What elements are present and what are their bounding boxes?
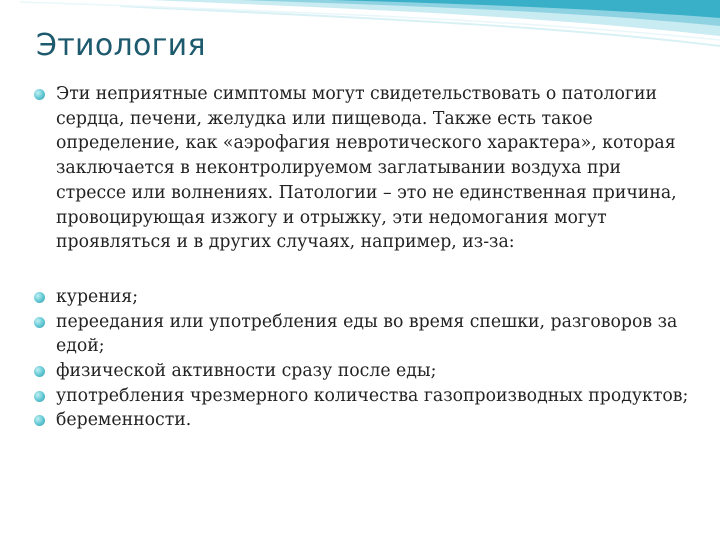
slide-title: Этиология <box>36 28 206 63</box>
cause-text: употребления чрезмерного количества газопроизводных продуктов; <box>56 385 689 406</box>
bullet-icon <box>34 292 45 303</box>
cause-text: беременности. <box>56 410 192 431</box>
list-item-intro <box>34 82 690 255</box>
list-item-cause <box>34 310 690 359</box>
list-item-cause <box>34 408 690 433</box>
bullet-icon <box>34 391 45 402</box>
list-item-cause <box>34 285 690 310</box>
list-item-cause <box>34 384 690 409</box>
bullet-list <box>34 82 690 433</box>
bullet-icon <box>34 317 45 328</box>
bullet-icon <box>34 89 45 100</box>
bullet-icon <box>34 366 45 377</box>
intro-text: Эти неприятные симптомы могут свидетельствовать о патологии сердца, печени, желудка или пищевода. Также есть такое определение, как «аэрофагия невротического характера», которая заключается в неконтролируемом заглатывании воздуха при стрессе или волнениях. Патологии – это не единственная причина, провоцирующая изжогу и отрыжку, эти недомогания могут проявляться и в других случаях, например, из-за: <box>56 84 677 253</box>
cause-text: физической активности сразу после еды; <box>56 361 437 382</box>
list-item-cause <box>34 359 690 384</box>
cause-text: переедания или употребления еды во время спешки, разговоров за едой; <box>56 311 678 357</box>
bullet-icon <box>34 415 45 426</box>
cause-text: курения; <box>56 286 139 307</box>
list-spacer <box>34 255 690 285</box>
